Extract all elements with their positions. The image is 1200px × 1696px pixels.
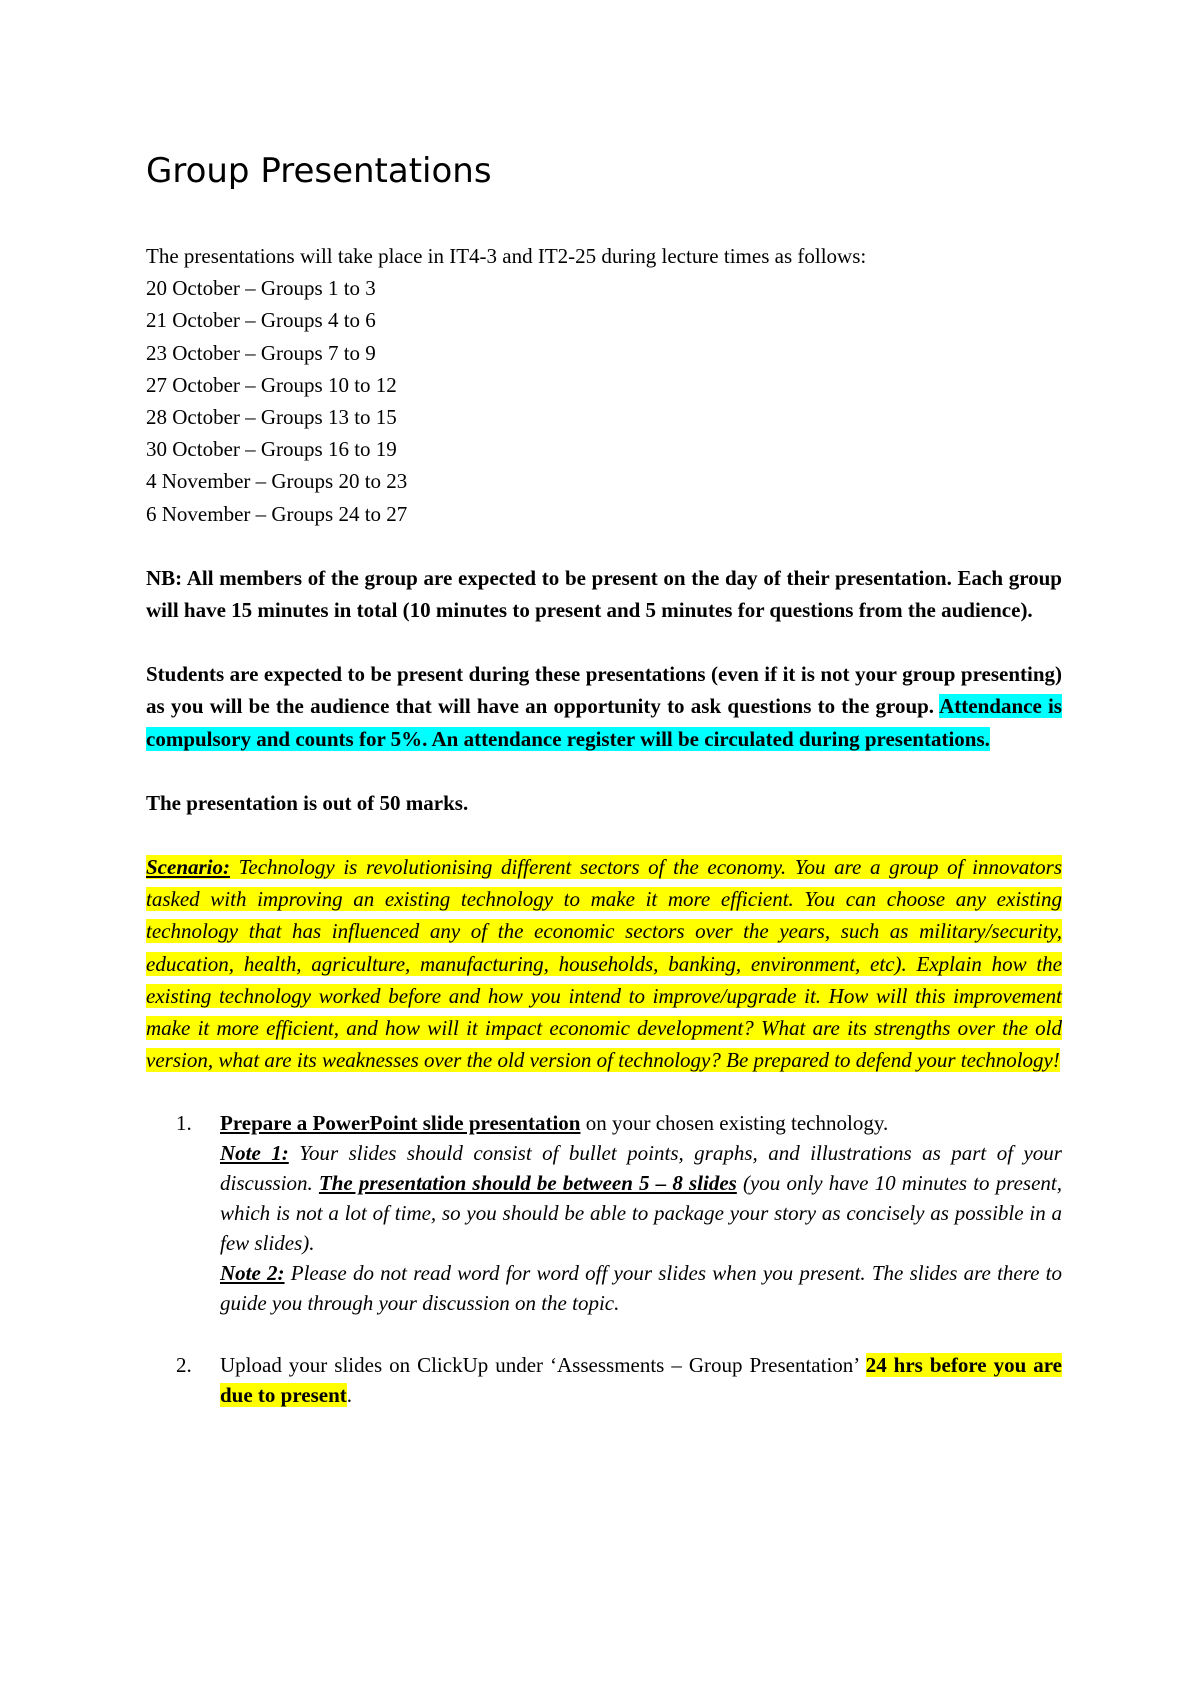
schedule-item: 23 October – Groups 7 to 9	[146, 340, 376, 365]
list-number: 2.	[176, 1353, 192, 1378]
scenario-text: Technology is revolutionising different sectors of the economy. You are a group of innovators tasked with improving an existing technology to make it more efficient. You can choose any existing technology that has influenced any of the economic sectors over the years, such as military/security, education, health, agriculture, manufacturing, households, banking, environment, etc). Explain how the existing technology worked before and how you intend to improve/upgrade it. How will this improvement make it more efficient, and how will it impact economic development? What are its strengths over the old version, what are its weaknesses over the old version of technology? Be prepared to defend your technology!	[146, 855, 1062, 1073]
scenario-paragraph	[146, 851, 1062, 1076]
note1-text: Your slides should consist of bullet points, graphs, and illustrations as part of your discussion.	[220, 1141, 1062, 1196]
schedule-item: 4 November – Groups 20 to 23	[146, 469, 408, 494]
list-item	[146, 1108, 1062, 1318]
attendance-paragraph	[146, 658, 1062, 755]
schedule-item: 21 October – Groups 4 to 6	[146, 308, 376, 333]
attendance-text: Students are expected to be present during these presentations (even if it is not your group presenting) as you will be the audience that will have an opportunity to ask questions to the group.	[146, 662, 1062, 719]
item-highlight: 24 hrs before you are due to present	[220, 1353, 1063, 1408]
document-body	[146, 150, 1062, 1410]
intro-text: The presentations will take place in IT4-3 and IT2-25 during lecture times as follows:	[146, 244, 867, 268]
schedule-list	[146, 272, 1062, 530]
scenario-label: Scenario:	[146, 855, 230, 880]
attendance-highlight: Attendance is compulsory and counts for 5%. An attendance register will be circulated during presentations.	[146, 694, 1062, 751]
instruction-list	[146, 1108, 1062, 1410]
note1-label: Note 1:	[220, 1141, 289, 1166]
note2-label: Note 2:	[220, 1261, 285, 1286]
schedule-item: 27 October – Groups 10 to 12	[146, 372, 397, 397]
nb-paragraph: NB: All members of the group are expected to be present on the day of their presentation. Each group will have 15 minutes in total (10 minutes to present and 5 minutes for questions from the audience).	[146, 565, 1062, 623]
schedule-item: 20 October – Groups 1 to 3	[146, 276, 376, 301]
note1-text-end: (you only have 10 minutes to present, which is not a lot of time, so you should be able to package your story as concisely as possible in a few slides).	[220, 1171, 1062, 1256]
schedule-item: 30 October – Groups 16 to 19	[146, 437, 397, 462]
note2-text: Please do not read word for word off your slides when you present. The slides are there to guide you through your discussion on the topic.	[220, 1261, 1062, 1316]
list-item	[146, 1350, 1062, 1410]
item-end: .	[346, 1383, 353, 1408]
item-text: Upload your slides on ClickUp under ‘Assessments – Group Presentation’	[220, 1353, 866, 1378]
page-title: Group Presentations	[146, 151, 492, 191]
marks-paragraph: The presentation is out of 50 marks.	[146, 790, 469, 815]
schedule-item: 6 November – Groups 24 to 27	[146, 501, 408, 526]
list-number: 1.	[176, 1111, 192, 1136]
item-lead: Prepare a PowerPoint slide presentation	[220, 1111, 581, 1136]
schedule-item: 28 October – Groups 13 to 15	[146, 405, 397, 430]
note1-bold: The presentation should be between 5 – 8 slides	[318, 1171, 737, 1196]
item-rest: on your chosen existing technology.	[580, 1111, 889, 1136]
